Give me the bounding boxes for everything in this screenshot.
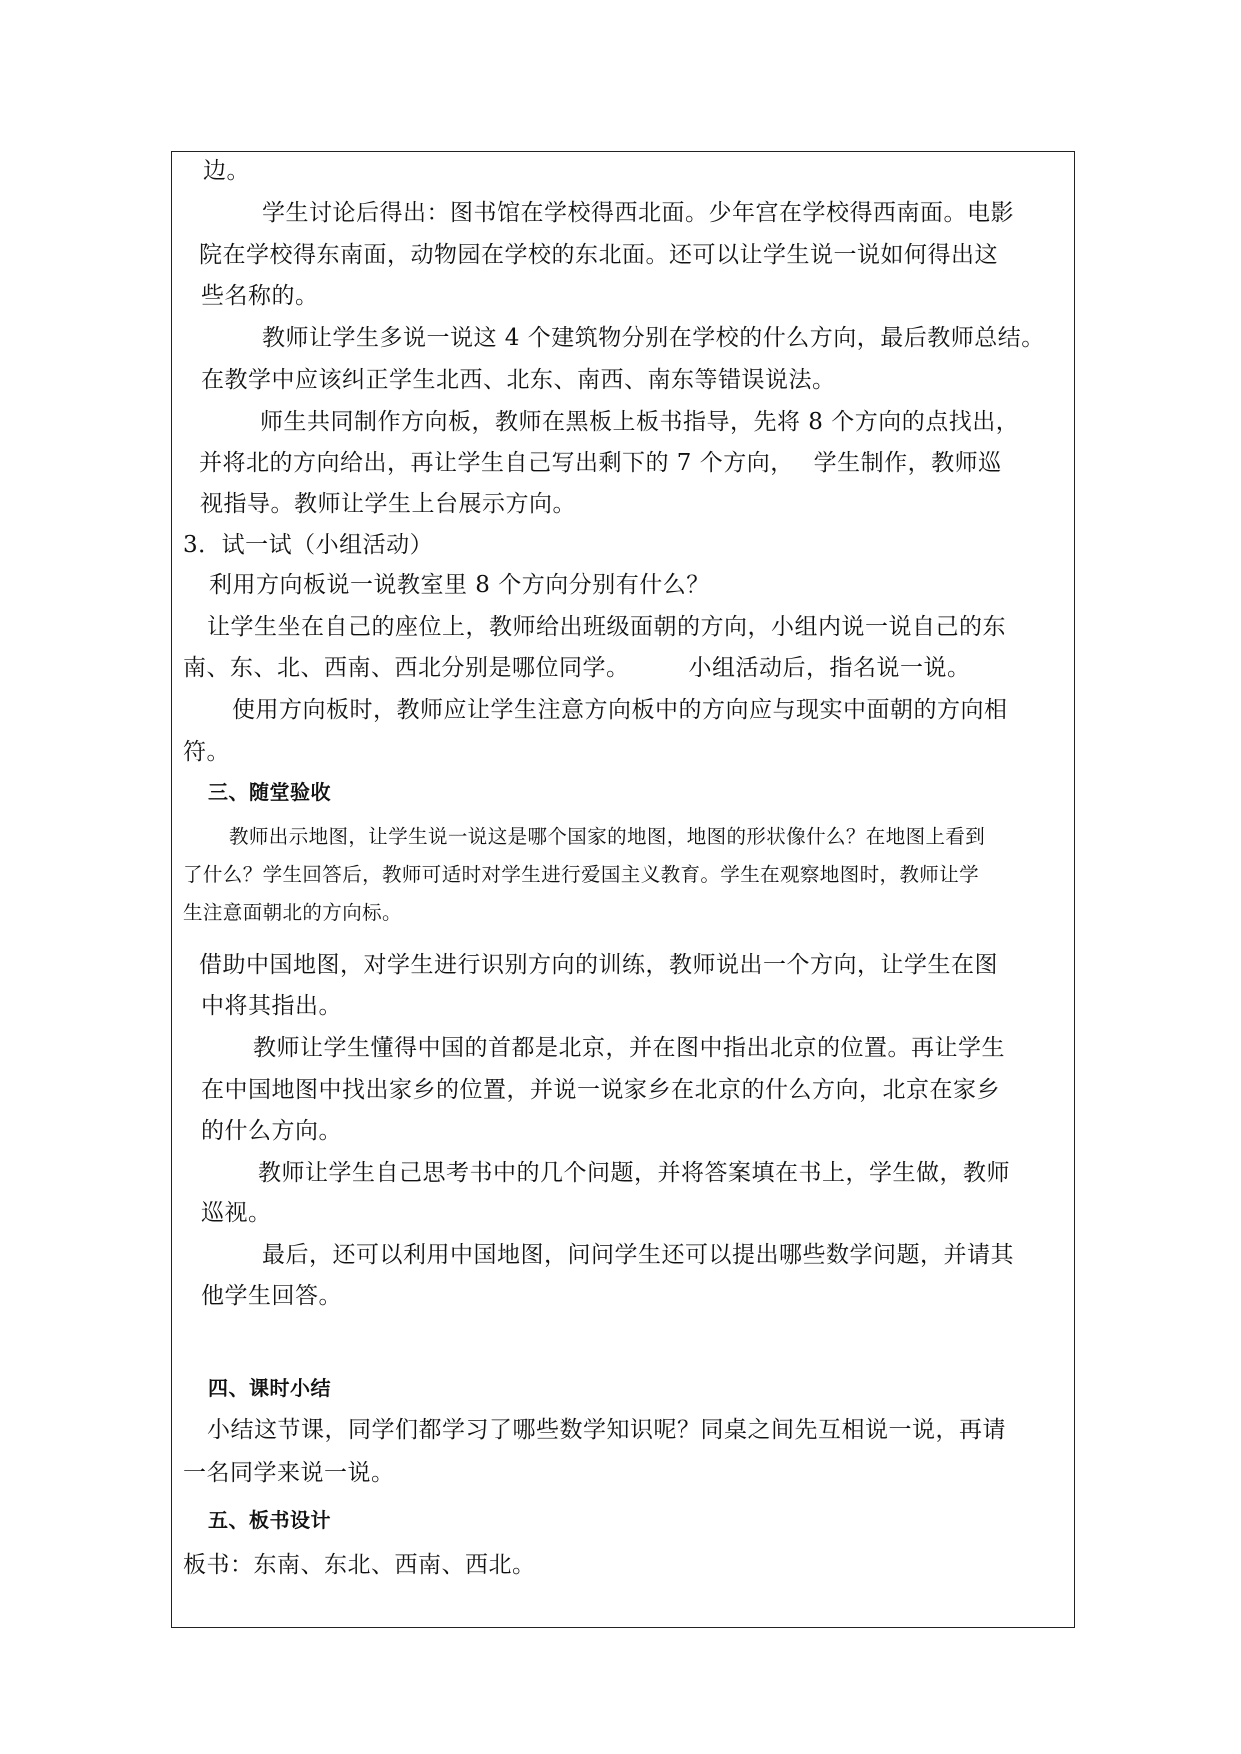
text-line: 在中国地图中找出家乡的位置，并说一说家乡在北京的什么方向，北京在家乡: [201, 1077, 1000, 1103]
text-line: 中将其指出。: [201, 993, 342, 1019]
text-line: 视指导。教师让学生上台展示方向。: [200, 491, 576, 517]
text-line: 利用方向板说一说教室里 8 个方向分别有什么？: [209, 572, 710, 598]
text-line: 一名同学来说一说。: [183, 1460, 395, 1486]
text-line: 学生讨论后得出：图书馆在学校得西北面。少年宫在学校得西南面。电影: [262, 200, 1014, 226]
section-heading-acceptance: 三、随堂验收: [208, 780, 331, 804]
text-line: 教师出示地图，让学生说一说这是哪个国家的地图，地图的形状像什么？在地图上看到: [229, 825, 986, 848]
text-line: 边。: [203, 158, 250, 184]
text-line: 生注意面朝北的方向标。: [183, 901, 402, 924]
text-line: 巡视。: [201, 1200, 272, 1226]
text-line: 让学生坐在自己的座位上，教师给出班级面朝的方向，小组内说一说自己的东: [207, 614, 1006, 640]
text-line: 师生共同制作方向板，教师在黑板上板书指导，先将 8 个方向的点找出，: [260, 409, 1020, 435]
text-line: 在教学中应该纠正学生北西、北东、南西、南东等错误说法。: [201, 367, 836, 393]
section-heading: 3．试一试（小组活动）: [183, 532, 434, 558]
text-line: 教师让学生自己思考书中的几个问题，并将答案填在书上，学生做，教师: [258, 1160, 1010, 1186]
text-line: 的什么方向。: [201, 1118, 342, 1144]
section-heading-summary: 四、课时小结: [208, 1376, 331, 1400]
text-line: 使用方向板时，教师应让学生注意方向板中的方向应与现实中面朝的方向相: [232, 697, 1008, 723]
text-line: 教师让学生懂得中国的首都是北京，并在图中指出北京的位置。再让学生: [253, 1035, 1005, 1061]
text-line: 院在学校得东南面，动物园在学校的东北面。还可以让学生说一说如何得出这: [199, 242, 998, 268]
text-line: 教师让学生多说一说这 4 个建筑物分别在学校的什么方向，最后教师总结。: [262, 325, 1045, 351]
text-line: 最后，还可以利用中国地图，问问学生还可以提出哪些数学问题，并请其: [262, 1242, 1014, 1268]
text-line: 借助中国地图，对学生进行识别方向的训练，教师说出一个方向，让学生在图: [199, 952, 998, 978]
text-line: 了什么？学生回答后，教师可适时对学生进行爱国主义教育。学生在观察地图时，教师让学: [183, 863, 980, 886]
section-heading-board: 五、板书设计: [208, 1508, 331, 1532]
text-line: 他学生回答。: [201, 1283, 342, 1309]
text-line: 板书：东南、东北、西南、西北。: [183, 1552, 536, 1578]
text-line: 些名称的。: [201, 283, 319, 309]
text-line: 符。: [183, 739, 230, 765]
text-line: 小结这节课，同学们都学习了哪些数学知识呢？同桌之间先互相说一说，再请: [207, 1417, 1006, 1443]
text-line: 并将北的方向给出，再让学生自己写出剩下的 7 个方向， 学生制作，教师巡: [199, 450, 1002, 476]
text-line: 南、东、北、西南、西北分别是哪位同学。 小组活动后，指名说一说。: [183, 655, 971, 681]
